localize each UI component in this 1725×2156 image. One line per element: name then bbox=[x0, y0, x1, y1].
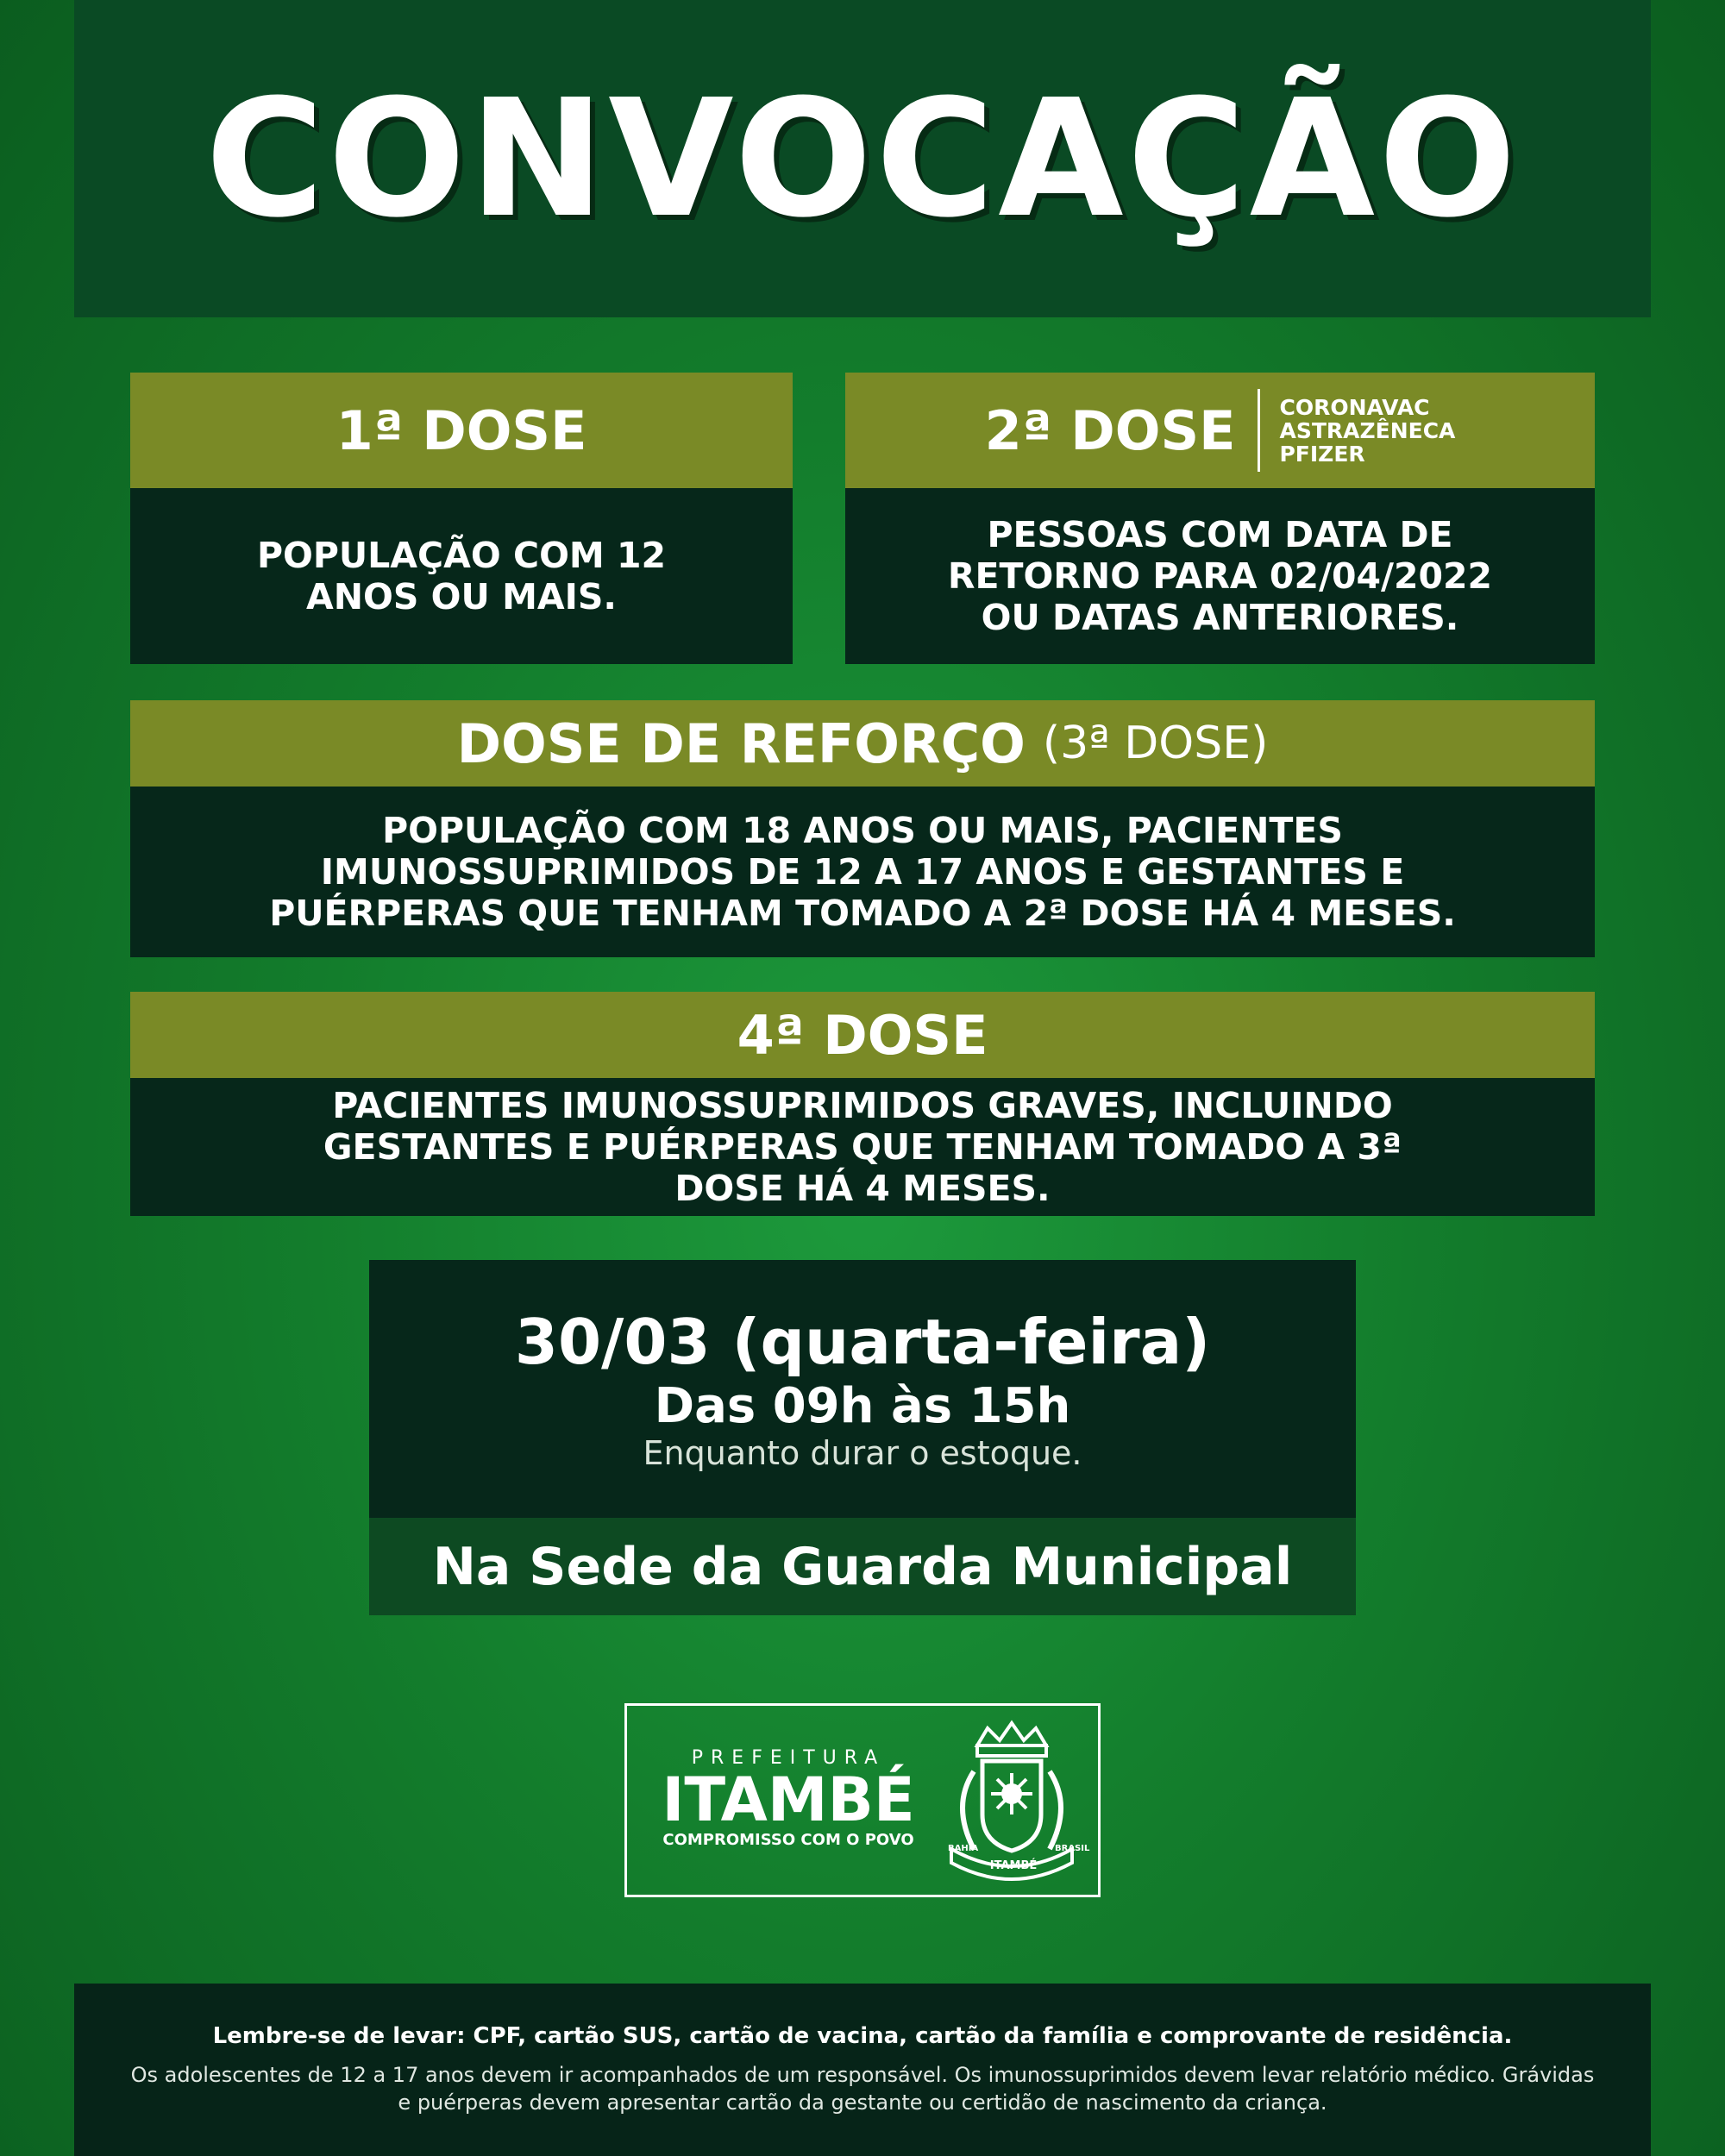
crest-ribbon-text: ITAMBÉ bbox=[989, 1859, 1038, 1872]
dose2-vaccine-list bbox=[1279, 396, 1455, 466]
schedule-panel bbox=[369, 1260, 1356, 1518]
logo-wordmark bbox=[646, 1747, 931, 1849]
dose4-label: 4ª DOSE bbox=[737, 1003, 988, 1067]
dose2-header bbox=[845, 373, 1595, 488]
dose1-label: 1ª DOSE bbox=[336, 398, 587, 462]
dose1-panel bbox=[130, 488, 793, 664]
footer-panel bbox=[74, 1984, 1651, 2156]
vaccine-coronavac: CORONAVAC bbox=[1279, 394, 1430, 420]
dose2-divider bbox=[1258, 389, 1260, 472]
logo-slogan: COMPROMISSO COM O POVO bbox=[662, 1831, 914, 1849]
place-panel bbox=[369, 1518, 1356, 1615]
booster-text: POPULAÇÃO COM 18 ANOS OU MAIS, PACIENTES IMUNOSSUPRIMIDOS DE 12 A 17 ANOS E GESTANTES E PUÉRPERAS QUE TENHAM TOMADO A 2ª DOSE HÁ 4 MESES. bbox=[269, 810, 1456, 934]
title-banner bbox=[74, 0, 1651, 317]
crest-left-text: BAHIA bbox=[948, 1844, 979, 1853]
dose4-header bbox=[130, 992, 1595, 1078]
event-hours: Das 09h às 15h bbox=[654, 1378, 1071, 1434]
page-title: CONVOCAÇÃO bbox=[205, 64, 1520, 254]
booster-header bbox=[130, 700, 1595, 787]
booster-suffix: (3ª DOSE) bbox=[1042, 718, 1269, 769]
booster-panel bbox=[130, 787, 1595, 957]
vaccine-pfizer: PFIZER bbox=[1279, 441, 1365, 467]
vaccine-astrazeneca: ASTRAZÊNECA bbox=[1279, 417, 1456, 443]
crest-right-text: BRASIL bbox=[1055, 1844, 1090, 1853]
event-date: 30/03 (quarta-feira) bbox=[514, 1306, 1211, 1378]
dose2-text: PESSOAS COM DATA DE RETORNO PARA 02/04/2022 OU DATAS ANTERIORES. bbox=[947, 514, 1493, 638]
event-place: Na Sede da Guarda Municipal bbox=[432, 1536, 1293, 1597]
stock-note: Enquanto durar o estoque. bbox=[643, 1434, 1082, 1472]
dose2-label: 2ª DOSE bbox=[984, 398, 1236, 462]
dose2-panel bbox=[845, 488, 1595, 664]
dose1-header bbox=[130, 373, 793, 488]
dose1-text: POPULAÇÃO COM 12 ANOS OU MAIS. bbox=[256, 535, 667, 617]
logo-name: ITAMBÉ bbox=[662, 1764, 915, 1835]
prefeitura-logo bbox=[624, 1703, 1101, 1897]
dose4-text: PACIENTES IMUNOSSUPRIMIDOS GRAVES, INCLUINDO GESTANTES E PUÉRPERAS QUE TENHAM TOMADO A 3ª DOSE HÁ 4 MESES. bbox=[323, 1085, 1402, 1209]
footer-reminder: Lembre-se de levar: CPF, cartão SUS, cartão de vacina, cartão da família e comprovante de residência. bbox=[212, 2023, 1513, 2049]
footer-notes: Os adolescentes de 12 a 17 anos devem ir acompanhados de um responsável. Os imunossuprimidos devem levar relatório médico. Grávidas e puérperas devem apresentar cartão da gestante ou certidão de nascimento da criança. bbox=[130, 2063, 1595, 2115]
dose4-panel bbox=[130, 1078, 1595, 1216]
booster-label: DOSE DE REFORÇO bbox=[456, 711, 1026, 775]
logo-prefeitura: PREFEITURA bbox=[691, 1747, 886, 1769]
